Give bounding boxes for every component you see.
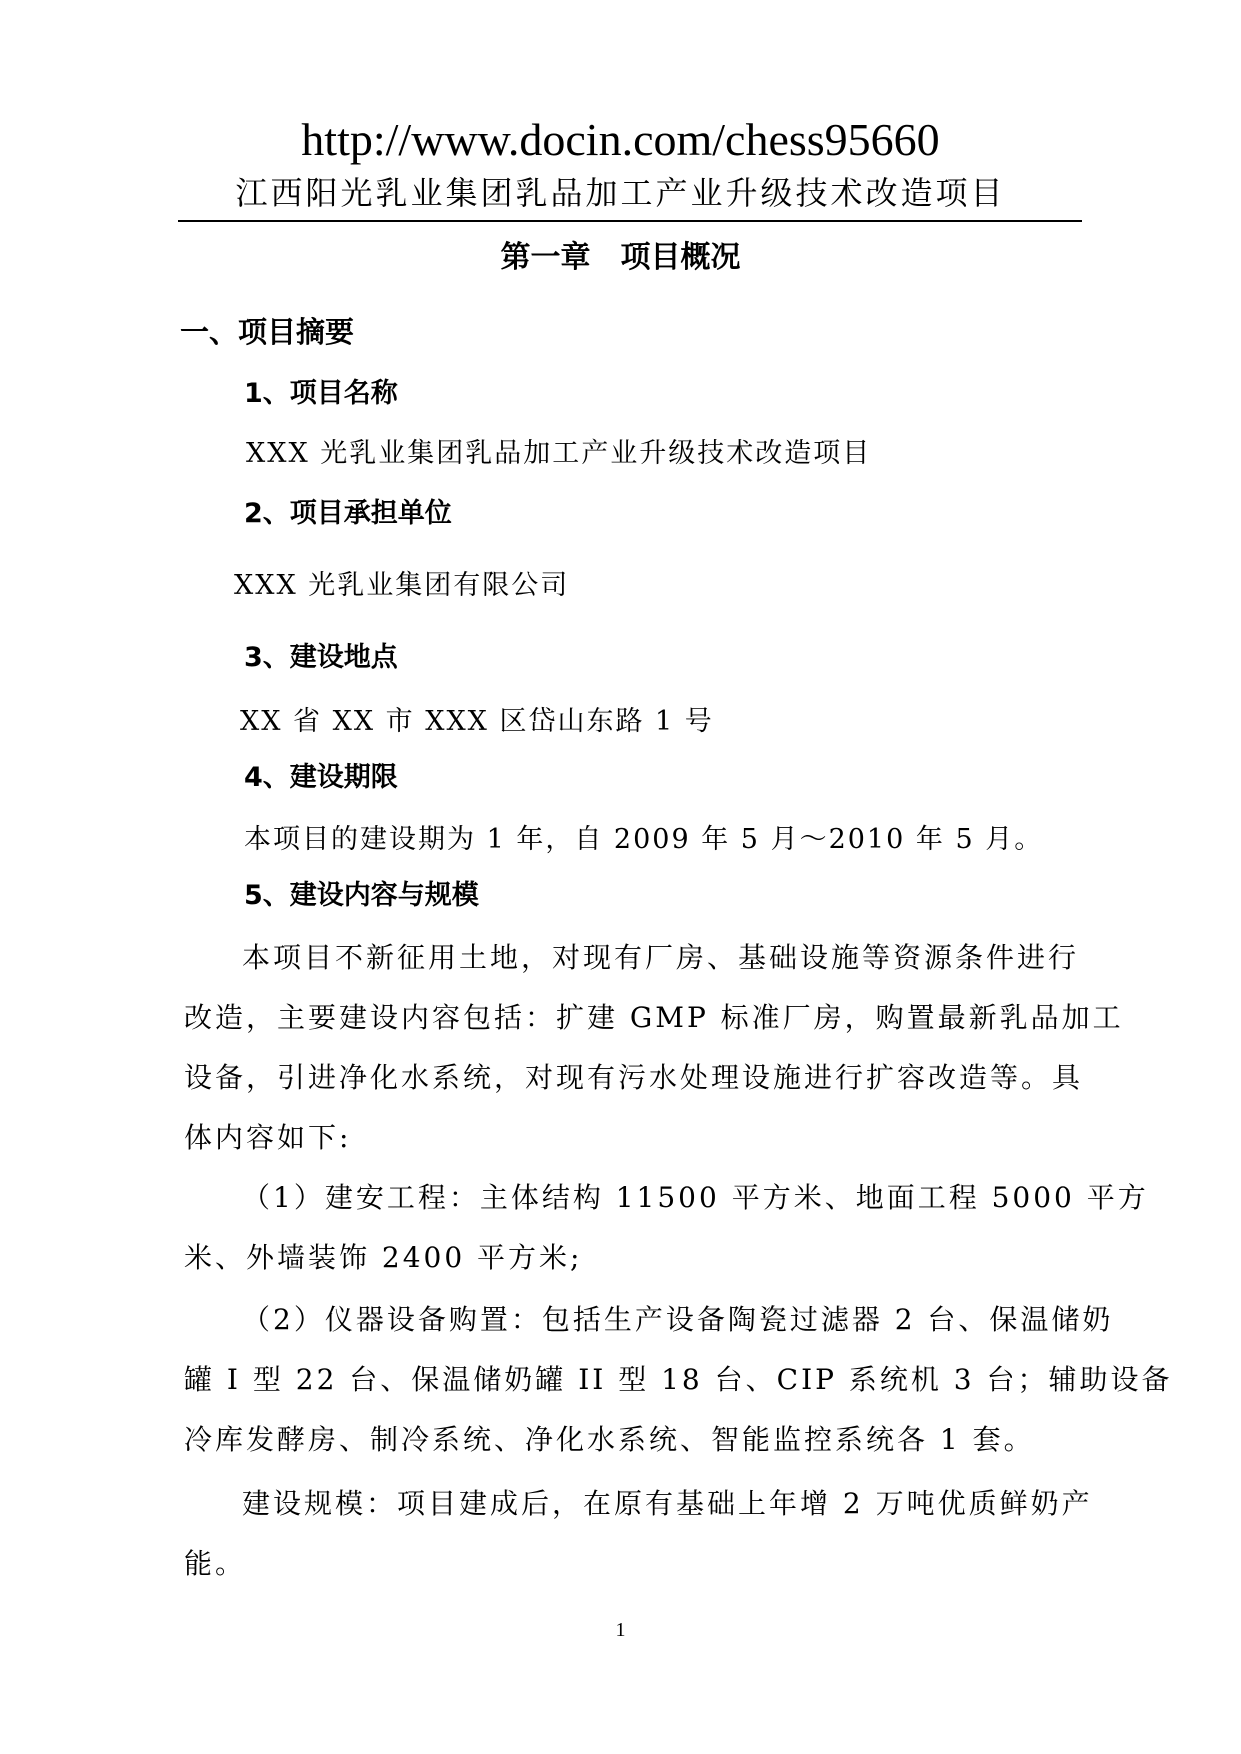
item-heading: 1、项目名称 — [244, 378, 398, 409]
header-url: http://www.docin.com/chess95660 — [301, 114, 940, 165]
paragraph-line: 能。 — [184, 1547, 247, 1580]
chapter-title: 第一章 项目概况 — [500, 240, 741, 275]
content-paragraph — [184, 1290, 1173, 1470]
paragraph-line: 米、外墙装饰 2400 平方米; — [184, 1241, 583, 1274]
content-paragraph — [184, 1474, 1093, 1594]
header-rule — [178, 220, 1082, 222]
item-heading: 2、项目承担单位 — [244, 498, 452, 529]
item-heading: 3、建设地点 — [244, 642, 398, 673]
header-title: 江西阳光乳业集团乳品加工产业升级技术改造项目 — [235, 174, 1006, 212]
paragraph-line: 罐 I 型 22 台、保温储奶罐 II 型 18 台、CIP 系统机 3 台；辅助设备 — [184, 1363, 1173, 1396]
item-heading: 4、建设期限 — [244, 762, 398, 793]
section-title: 一、项目摘要 — [180, 315, 355, 349]
paragraph-line: 本项目不新征用土地，对现有厂房、基础设施等资源条件进行 — [242, 941, 1080, 974]
item-text: XXX 光乳业集团有限公司 — [234, 570, 570, 601]
page-number: 1 — [615, 1619, 626, 1641]
paragraph-line: （1）建安工程：主体结构 11500 平方米、地面工程 5000 平方 — [242, 1181, 1149, 1214]
item-heading: 5、建设内容与规模 — [244, 880, 479, 911]
paragraph-line: 建设规模：项目建成后，在原有基础上年增 2 万吨优质鲜奶产 — [242, 1487, 1093, 1520]
item-text: XXX 光乳业集团乳品加工产业升级技术改造项目 — [246, 438, 872, 469]
content-paragraph — [184, 1168, 1149, 1288]
content-paragraph — [184, 928, 1124, 1168]
item-text: XX 省 XX 市 XXX 区岱山东路 1 号 — [240, 706, 714, 737]
paragraph-line: 冷库发酵房、制冷系统、净化水系统、智能监控系统各 1 套。 — [184, 1423, 1035, 1456]
item-text: 本项目的建设期为 1 年，自 2009 年 5 月～2010 年 5 月。 — [244, 824, 1044, 855]
paragraph-line: 设备，引进净化水系统，对现有污水处理设施进行扩容改造等。具 — [184, 1061, 1084, 1094]
paragraph-line: 体内容如下: — [184, 1121, 352, 1154]
paragraph-line: （2）仪器设备购置：包括生产设备陶瓷过滤器 2 台、保温储奶 — [242, 1303, 1114, 1336]
paragraph-line: 改造，主要建设内容包括：扩建 GMP 标准厂房，购置最新乳品加工 — [184, 1001, 1124, 1034]
